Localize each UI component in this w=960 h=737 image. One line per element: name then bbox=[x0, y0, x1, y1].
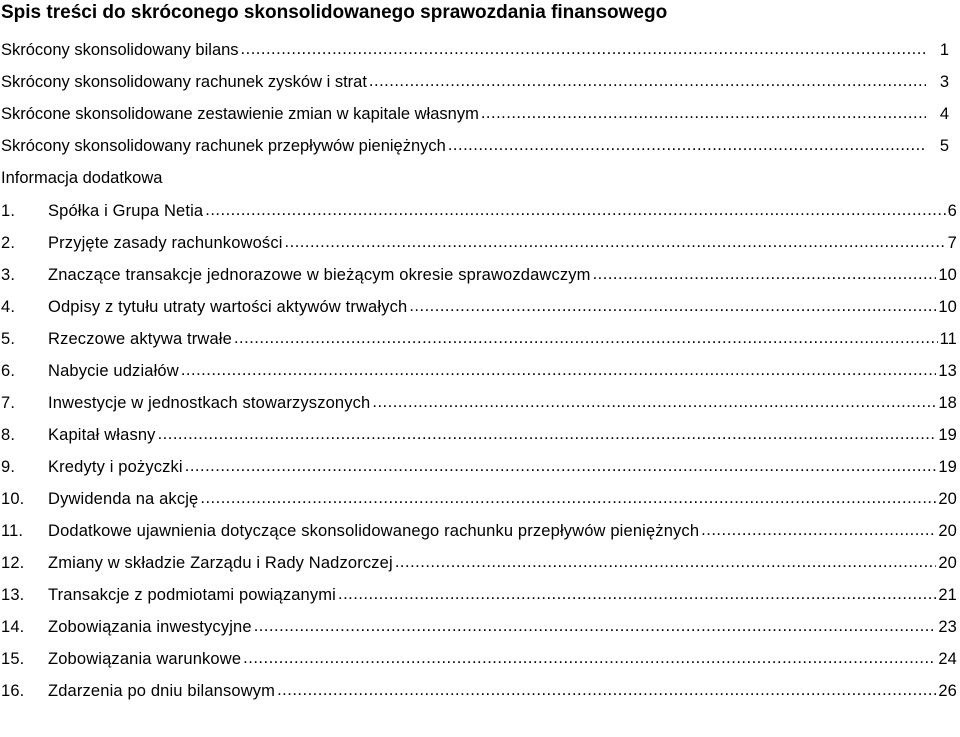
note-label: Zobowiązania warunkowe bbox=[48, 650, 242, 668]
toc-note-entry[interactable] bbox=[1, 202, 957, 234]
note-number: 9. bbox=[1, 458, 16, 476]
note-number: 4. bbox=[1, 298, 16, 316]
dot-leader bbox=[241, 40, 926, 59]
note-page: 18 bbox=[938, 394, 957, 412]
toc-entry-label: Skrócony skonsolidowany rachunek przepływów pieniężnych bbox=[1, 137, 446, 155]
note-number: 7. bbox=[1, 394, 16, 412]
note-number: 10. bbox=[1, 490, 25, 508]
note-page: 11 bbox=[939, 330, 957, 348]
table-of-contents bbox=[1, 41, 957, 714]
note-page: 24 bbox=[938, 650, 957, 668]
note-label: Dywidenda na akcję bbox=[48, 490, 199, 508]
toc-note-entry[interactable] bbox=[1, 298, 957, 330]
toc-entry-page: 4 bbox=[939, 105, 949, 123]
note-page: 26 bbox=[938, 682, 957, 700]
toc-entry-label: Skrócone skonsolidowane zestawienie zmian w kapitale własnym bbox=[1, 105, 479, 123]
note-page: 20 bbox=[938, 490, 957, 508]
dot-leader bbox=[205, 201, 945, 220]
toc-note-entry[interactable] bbox=[1, 586, 957, 618]
note-label: Rzeczowe aktywa trwałe bbox=[48, 330, 232, 348]
toc-note-entry[interactable] bbox=[1, 650, 957, 682]
dot-leader bbox=[200, 489, 936, 508]
note-number: 3. bbox=[1, 266, 16, 284]
toc-note-entry[interactable] bbox=[1, 682, 957, 714]
note-label: Dodatkowe ujawnienia dotyczące skonsolidowanego rachunku przepływów pieniężnych bbox=[48, 522, 700, 540]
note-number: 15. bbox=[1, 650, 25, 668]
dot-leader bbox=[369, 72, 926, 91]
note-number: 5. bbox=[1, 330, 16, 348]
dot-leader bbox=[593, 265, 937, 284]
note-label: Znaczące transakcje jednorazowe w bieżącym okresie sprawozdawczym bbox=[48, 266, 591, 284]
toc-section-heading[interactable] bbox=[1, 169, 957, 202]
note-number: 14. bbox=[1, 618, 25, 636]
toc-note-entry[interactable] bbox=[1, 490, 957, 522]
dot-leader bbox=[277, 681, 936, 700]
toc-entry-page: 3 bbox=[939, 73, 949, 91]
toc-note-entry[interactable] bbox=[1, 362, 957, 394]
dot-leader bbox=[158, 425, 937, 444]
note-label: Kapitał własny bbox=[48, 426, 156, 444]
note-page: 13 bbox=[938, 362, 957, 380]
dot-leader bbox=[395, 553, 937, 572]
dot-leader bbox=[338, 585, 936, 604]
toc-entry[interactable] bbox=[1, 73, 957, 105]
note-label: Kredyty i pożyczki bbox=[48, 458, 183, 476]
toc-entry-label: Skrócony skonsolidowany rachunek zysków i strat bbox=[1, 73, 367, 91]
toc-note-entry[interactable] bbox=[1, 234, 957, 266]
note-number: 11. bbox=[1, 522, 24, 540]
dot-leader bbox=[181, 361, 937, 380]
note-label: Spółka i Grupa Netia bbox=[48, 202, 204, 220]
dot-leader bbox=[372, 393, 936, 412]
dot-leader bbox=[448, 136, 926, 155]
toc-note-entry[interactable] bbox=[1, 394, 957, 426]
toc-entry-page: 1 bbox=[939, 41, 949, 59]
note-page: 6 bbox=[947, 202, 957, 220]
toc-note-entry[interactable] bbox=[1, 266, 957, 298]
note-number: 16. bbox=[1, 682, 25, 700]
toc-entry-label: Skrócony skonsolidowany bilans bbox=[1, 41, 239, 59]
note-page: 20 bbox=[938, 522, 957, 540]
dot-leader bbox=[409, 297, 936, 316]
note-label: Inwestycje w jednostkach stowarzyszonych bbox=[48, 394, 371, 412]
note-number: 8. bbox=[1, 426, 16, 444]
section-heading-label: Informacja dodatkowa bbox=[1, 169, 163, 187]
dot-leader bbox=[701, 521, 936, 540]
dot-leader bbox=[254, 617, 937, 636]
dot-leader bbox=[285, 233, 946, 252]
dot-leader bbox=[243, 649, 936, 668]
note-label: Zmiany w składzie Zarządu i Rady Nadzorczej bbox=[48, 554, 393, 572]
toc-entry-page: 5 bbox=[939, 137, 949, 155]
note-label: Przyjęte zasady rachunkowości bbox=[48, 234, 283, 252]
note-number: 6. bbox=[1, 362, 16, 380]
note-label: Nabycie udziałów bbox=[48, 362, 179, 380]
toc-note-entry[interactable] bbox=[1, 522, 957, 554]
toc-entry[interactable] bbox=[1, 41, 957, 73]
note-number: 12. bbox=[1, 554, 25, 572]
note-number: 2. bbox=[1, 234, 16, 252]
toc-note-entry[interactable] bbox=[1, 554, 957, 586]
note-page: 10 bbox=[938, 266, 957, 284]
note-page: 19 bbox=[938, 458, 957, 476]
toc-note-entry[interactable] bbox=[1, 426, 957, 458]
toc-note-entry[interactable] bbox=[1, 458, 957, 490]
toc-note-entry[interactable] bbox=[1, 330, 957, 362]
note-number: 1. bbox=[1, 202, 16, 220]
toc-note-entry[interactable] bbox=[1, 618, 957, 650]
note-label: Zdarzenia po dniu bilansowym bbox=[48, 682, 276, 700]
note-page: 10 bbox=[938, 298, 957, 316]
note-label: Zobowiązania inwestycyjne bbox=[48, 618, 252, 636]
note-page: 20 bbox=[938, 554, 957, 572]
note-label: Transakcje z podmiotami powiązanymi bbox=[48, 586, 336, 604]
toc-entry[interactable] bbox=[1, 137, 957, 169]
note-number: 13. bbox=[1, 586, 25, 604]
note-page: 21 bbox=[938, 586, 957, 604]
toc-entry[interactable] bbox=[1, 105, 957, 137]
dot-leader bbox=[234, 329, 938, 348]
dot-leader bbox=[481, 104, 926, 123]
note-page: 23 bbox=[938, 618, 957, 636]
note-page: 7 bbox=[947, 234, 957, 252]
note-label: Odpisy z tytułu utraty wartości aktywów trwałych bbox=[48, 298, 408, 316]
note-page: 19 bbox=[938, 426, 957, 444]
dot-leader bbox=[185, 457, 937, 476]
document-title: Spis treści do skróconego skonsolidowanego sprawozdania finansowego bbox=[1, 2, 668, 23]
